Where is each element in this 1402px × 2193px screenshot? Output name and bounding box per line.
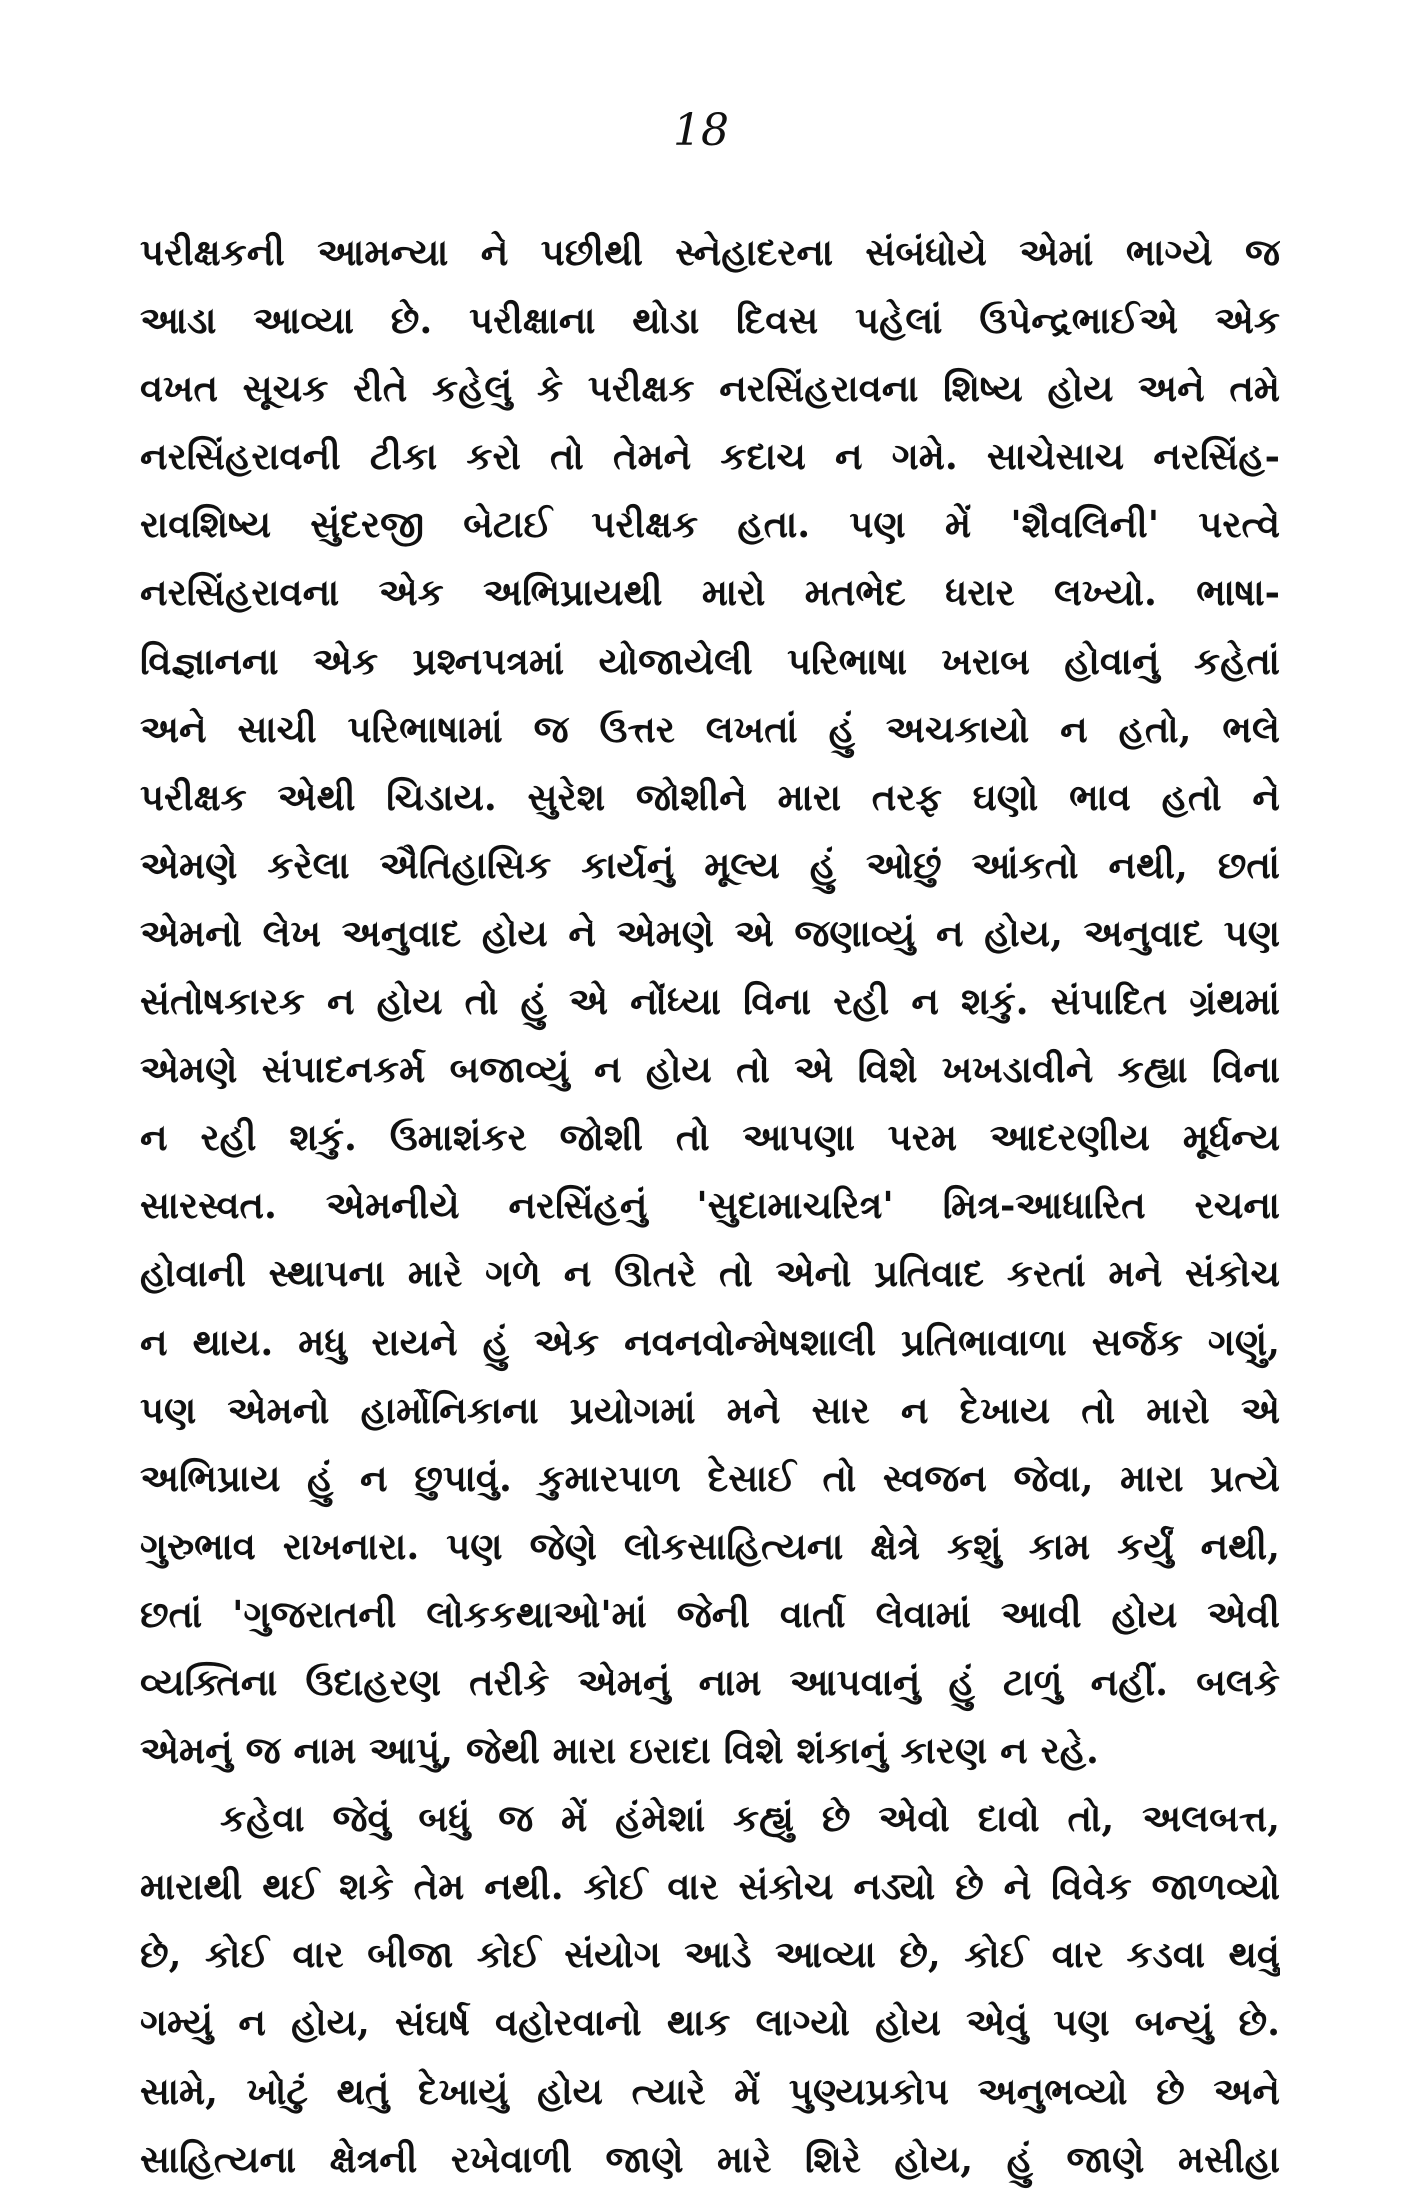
text-line: આડા આવ્યા છે. પરીક્ષાના થોડા દિવસ પહેલાં ઉપેન્દ્રભાઈએ એક — [140, 298, 1280, 343]
text-line: વિજ્ઞાનના એક પ્રશ્નપત્રમાં યોજાયેલી પરિભાષા ખરાબ હોવાનું કહેતાં — [140, 638, 1280, 683]
text-line: પરીક્ષક એથી ચિડાય. સુરેશ જોશીને મારા તરફ ઘણો ભાવ હતો ને — [140, 774, 1280, 819]
text-line: મારાથી થઈ શકે તેમ નથી. કોઈ વાર સંકોચ નડ્યો છે ને વિવેક જાળવ્યો — [140, 1864, 1280, 1909]
text-line: વ્યક્તિના ઉદાહરણ તરીકે એમનું નામ આપવાનું હું ટાળું નહીં. બલકે — [140, 1659, 1280, 1704]
paragraph — [140, 1784, 1280, 2193]
text-line: વખત સૂચક રીતે કહેલું કે પરીક્ષક નરસિંહરાવના શિષ્ય હોય અને તમે — [140, 366, 1280, 411]
text-line: હોવાની સ્થાપના મારે ગળે ન ઊતરે તો એનો પ્રતિવાદ કરતાં મને સંકોચ — [140, 1251, 1280, 1296]
text-line: નરસિંહરાવની ટીકા કરો તો તેમને કદાચ ન ગમે. સાચેસાચ નરસિંહ- — [140, 434, 1280, 479]
text-line: સંતોષકારક ન હોય તો હું એ નોંધ્યા વિના રહી ન શકું. સંપાદિત ગ્રંથમાં — [140, 979, 1280, 1024]
text-line: ગુરુભાવ રાખનારા. પણ જેણે લોકસાહિત્યના ક્ષેત્રે કશું કામ કર્યું નથી, — [140, 1523, 1280, 1568]
text-line: ન રહી શકું. ઉમાશંકર જોશી તો આપણા પરમ આદરણીય મૂર્ધન્ય — [140, 1115, 1280, 1160]
text-line: પણ એમનો હાર્મોનિકાના પ્રયોગમાં મને સાર ન દેખાય તો મારો એ — [140, 1387, 1280, 1432]
text-line: સામે, ખોટું થતું દેખાયું હોય ત્યારે મેં પુણ્યપ્રકોપ અનુભવ્યો છે અને — [140, 2068, 1280, 2113]
body-text — [140, 218, 1280, 2193]
text-line: એમનું જ નામ આપું, જેથી મારા ઇરાદા વિશે શંકાનું કારણ ન રહે. — [140, 1728, 1099, 1773]
text-line: સાહિત્યના ક્ષેત્રની રખેવાળી જાણે મારે શિરે હોય, હું જાણે મસીહા — [140, 2136, 1280, 2181]
text-line: ન થાય. મધુ રાયને હું એક નવનવોન્મેષશાલી પ્રતિભાવાળા સર્જક ગણું, — [140, 1319, 1280, 1364]
text-line: એમણે સંપાદનકર્મ બજાવ્યું ન હોય તો એ વિશે ખખડાવીને કહ્યા વિના — [140, 1047, 1280, 1092]
text-line: અને સાચી પરિભાષામાં જ ઉત્તર લખતાં હું અચકાયો ન હતો, ભલે — [140, 706, 1280, 751]
text-line: નરસિંહરાવના એક અભિપ્રાયથી મારો મતભેદ ધરાર લખ્યો. ભાષા- — [140, 570, 1280, 615]
text-line: ગમ્યું ન હોય, સંઘર્ષ વહોરવાનો થાક લાગ્યો હોય એવું પણ બન્યું છે. — [140, 2000, 1280, 2045]
text-line: પરીક્ષકની આમન્યા ને પછીથી સ્નેહાદરના સંબંધોયે એમાં ભાગ્યે જ — [140, 230, 1280, 274]
text-line: રાવશિષ્ય સુંદરજી બેટાઈ પરીક્ષક હતા. પણ મેં 'શૈવલિની' પરત્વે — [140, 502, 1280, 547]
text-line: અભિપ્રાય હું ન છુપાવું. કુમારપાળ દેસાઈ તો સ્વજન જેવા, મારા પ્રત્યે — [140, 1455, 1280, 1500]
text-line: છતાં 'ગુજરાતની લોકકથાઓ'માં જેની વાર્તા લેવામાં આવી હોય એવી — [140, 1591, 1280, 1636]
text-line: કહેવા જેવું બધું જ મેં હંમેશાં કહ્યું છે એવો દાવો તો, અલબત્ત, — [220, 1796, 1280, 1841]
text-line: એમણે કરેલા ઐતિહાસિક કાર્યનું મૂલ્ય હું ઓછું આંકતો નથી, છતાં — [140, 842, 1280, 887]
page-number: 18 — [673, 105, 729, 156]
text-line: છે, કોઈ વાર બીજા કોઈ સંયોગ આડે આવ્યા છે, કોઈ વાર કડવા થવું — [140, 1932, 1280, 1977]
text-line: સારસ્વત. એમનીયે નરસિંહનું 'સુદામાચરિત્ર' મિત્ર-આધારિત રચના — [140, 1183, 1280, 1228]
text-line: એમનો લેખ અનુવાદ હોય ને એમણે એ જણાવ્યું ન હોય, અનુવાદ પણ — [140, 910, 1280, 955]
paragraph — [140, 218, 1280, 1784]
